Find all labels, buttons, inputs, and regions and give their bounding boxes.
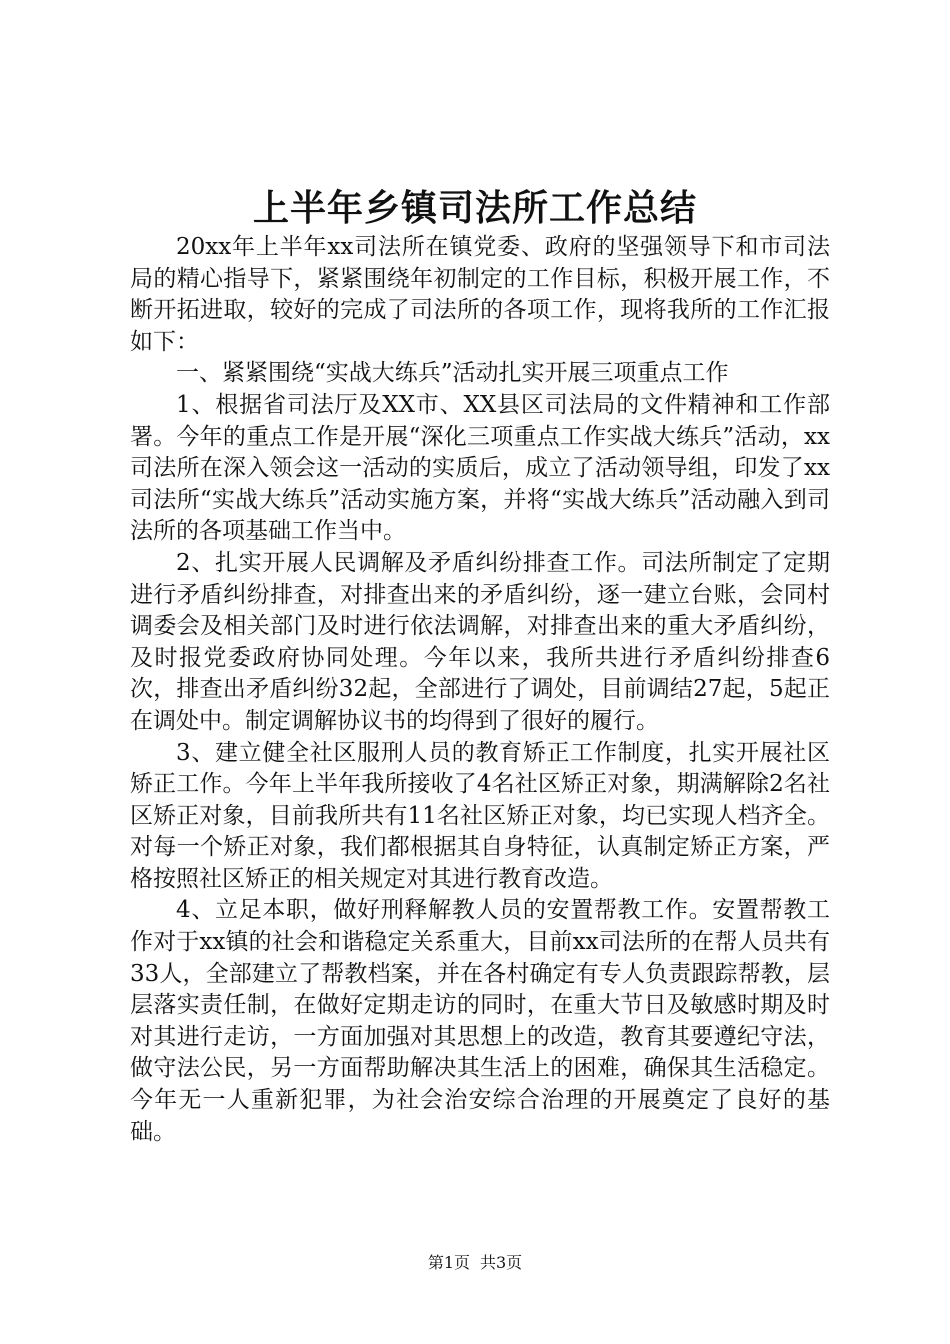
body-paragraph: 4、立足本职，做好刑释解教人员的安置帮教工作。安置帮教工作对于xx镇的社会和谐稳定关系重大，目前xx司法所的在帮人员共有33人，全部建立了帮教档案，并在各村确定有专人负责跟踪帮教，层层落实责任制，在做好定期走访的同时，在重大节日及敏感时期及时对其进行走访，一方面加强对其思想上的改造，教育其要遵纪守法，做守法公民，另一方面帮助解决其生活上的困难，确保其生活稳定。今年无一人重新犯罪，为社会治安综合治理的开展奠定了良好的基础。 xyxy=(130,897,830,1145)
section-heading: 一、紧紧围绕“实战大练兵”活动扎实开展三项重点工作 xyxy=(176,360,729,387)
page-footer xyxy=(0,1252,950,1274)
body-paragraph: 1、根据省司法厅及XX市、XX县区司法局的文件精神和工作部署。今年的重点工作是开展“深化三项重点工作实战大练兵”活动，xx司法所在深入领会这一活动的实质后，成立了活动领导组，印发了xx司法所“实战大练兵”活动实施方案，并将“实战大练兵”活动融入到司法所的各项基础工作当中。 xyxy=(130,391,830,545)
page-number: 第1页 xyxy=(427,1253,470,1272)
intro-paragraph: 20xx年上半年xx司法所在镇党委、政府的坚强领导下和市司法局的精心指导下，紧紧围绕年初制定的工作目标，积极开展工作，不断开拓进取，较好的完成了司法所的各项工作，现将我所的工作汇报如下： xyxy=(130,234,830,355)
page-title: 上半年乡镇司法所工作总结 xyxy=(252,187,697,229)
body-paragraph: 2、扎实开展人民调解及矛盾纠纷排查工作。司法所制定了定期进行矛盾纠纷排查，对排查出来的矛盾纠纷，逐一建立台账，会同村调委会及相关部门及时进行依法调解，对排查出来的重大矛盾纠纷，及时报党委政府协同处理。今年以来，我所共进行矛盾纠纷排查6次，排查出矛盾纠纷32起，全部进行了调处，目前调结27起，5起正在调处中。制定调解协议书的均得到了很好的履行。 xyxy=(130,549,830,734)
body-paragraph: 3、建立健全社区服刑人员的教育矫正工作制度，扎实开展社区矫正工作。今年上半年我所接收了4名社区矫正对象，期满解除2名社区矫正对象，目前我所共有11名社区矫正对象，均已实现人档齐全。对每一个矫正对象，我们都根据其自身特征，认真制定矫正方案，严格按照社区矫正的相关规定对其进行教育改造。 xyxy=(130,739,830,892)
page-total: 共3页 xyxy=(480,1253,523,1272)
document-body xyxy=(130,232,830,1148)
